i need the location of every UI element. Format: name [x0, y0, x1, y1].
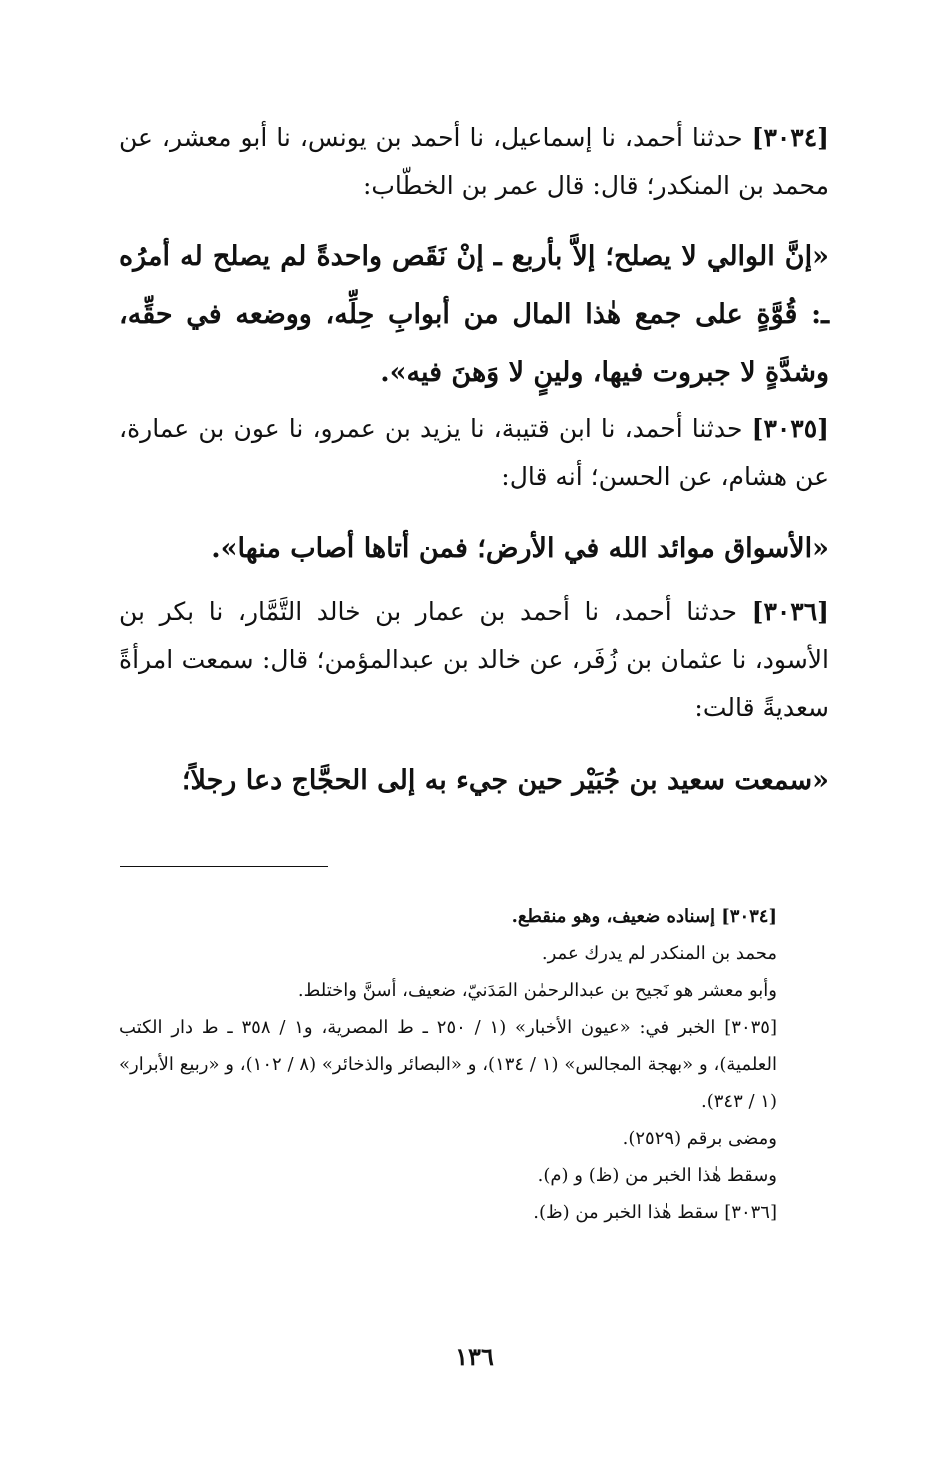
footnote-3035-text: [٣٠٣٥] الخبر في: «عيون الأخبار» (١ / ٢٥٠ ـ ط المصرية، و١ / ٣٥٨ ـ ط دار الكتب العلمية)، و «بهجة المجالس» (١ / ١٣٤)، و «البصائر والذخائر» (٨ / ١٠٢)، و «ربيع الأبرار» (١ / ٣٤٣). [119, 1017, 777, 1112]
footnote-3034-head: [٣٠٣٤] إسناده ضعيف، وهو منقطع. [511, 906, 777, 927]
entry-number: [٣٠٣٥] [751, 414, 829, 443]
footnote-3035-line1: ومضى برقم (٢٥٢٩). [622, 1128, 777, 1149]
entry-3034-quote: «إنَّ الوالي لا يصلح؛ إلاَّ بأربع ـ إنْ نَقَص واحدةً لم يصلح له أمرُه ـ: قُوَّةٍ على جمع هٰذا المال من أبوابِ حِلِّه، ووضعه في حقِّه، وشدَّةٍ لا جبروت فيها، ولينٍ لا وَهنَ فيه». [119, 241, 829, 388]
footnotes [119, 898, 829, 1231]
entry-number: [٣٠٣٤] [751, 123, 829, 152]
footnote-3036-text: [٣٠٣٦] سقط هٰذا الخبر من (ظ). [533, 1202, 777, 1223]
page-number: ١٣٦ [455, 1342, 494, 1371]
footnote-3034-line2: وأبو معشر هو نَجيح بن عبدالرحمٰن المَدَنيّ، ضعيف، أسنَّ واختلط. [297, 980, 777, 1001]
entry-3034-chain [119, 114, 829, 210]
entry-text: حدثنا أحمد، نا ابن قتيبة، نا يزيد بن عمرو، نا عون بن عمارة، عن هشام، عن الحسن؛ أنه قال: [119, 414, 829, 491]
entry-3035-chain [119, 405, 829, 501]
entry-3035-quote: «الأسواق موائد الله في الأرض؛ فمن أتاها أصاب منها». [211, 533, 829, 564]
footnote-separator [120, 866, 328, 867]
footnote-3034-line1: محمد بن المنكدر لم يدرك عمر. [541, 943, 777, 964]
entry-3036-quote: «سمعت سعيد بن جُبَيْر حين جيء به إلى الحجَّاج دعا رجلاً؛ [181, 765, 829, 796]
entry-3036-chain [119, 588, 829, 732]
footnote-3035-line2: وسقط هٰذا الخبر من (ظ) و (م). [537, 1165, 777, 1186]
entry-number: [٣٠٣٦] [751, 597, 829, 626]
entry-text: حدثنا أحمد، نا إسماعيل، نا أحمد بن يونس، نا أبو معشر، عن محمد بن المنكدر؛ قال: قال عمر بن الخطّاب: [119, 123, 829, 200]
entry-text: حدثنا أحمد، نا أحمد بن عمار بن خالد التَّمَّار، نا بكر بن الأسود، نا عثمان بن زُفَر، عن خالد بن عبدالمؤمن؛ قال: سمعت امرأةً سعديةً قالت: [119, 597, 829, 722]
